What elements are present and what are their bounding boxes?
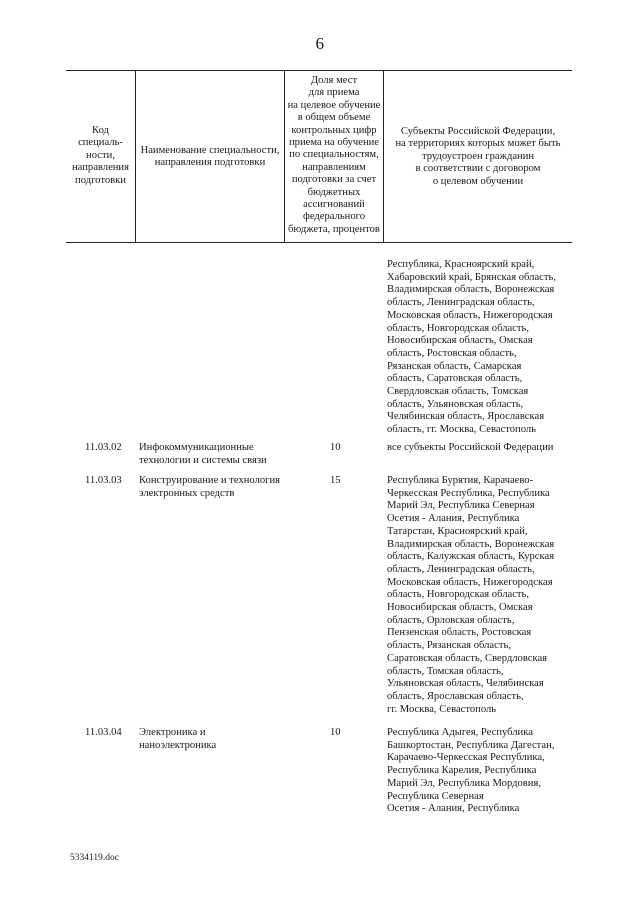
row-1-code: 11.03.02 — [85, 442, 122, 453]
header-name: Наименование специальности, направления подготовки — [140, 145, 280, 169]
row-2-name: Конструирование и технология электронных средств — [139, 475, 281, 499]
footer-doc-id: 5334119.doc — [70, 853, 119, 863]
row-2-regions: Республика Бурятия, Карачаево- Черкесская Республика, Республика Марий Эл, Республика Северная Осетия - Алания, Республика Татарстан, Красноярский край, Владимирская область, Воронежская область, Калужская область, Курская область, Ленинградская область, Московская область, Нижегородская область, Новгородская область, Новосибирская область, Омская область, Орловская область, Пензенская область, Ростовская область, Рязанская область, Саратовская область, Свердловская область, Томская область, Ульяновская область, Челябинская область, Ярославская область, гг. Москва, Севастополь — [387, 475, 555, 715]
row-1-regions: все субъекты Российской Федерации — [387, 442, 554, 453]
row-0-regions: Республика, Красноярский край, Хабаровский край, Брянская область, Владимирская область, Воронежская область, Ленинградская область, Московская область, Нижегородская область, Новгородская область, Новосибирская область, Омская область, Ростовская область, Рязанская область, Самарская область, Саратовская область, Свердловская область, Томская область, Ульяновская область, Челябинская область, Ярославская область, гг. Москва, Севастополь — [387, 259, 556, 436]
row-3-share: 10 — [330, 727, 341, 738]
row-3-name: Электроника и наноэлектроника — [139, 727, 217, 751]
row-2-code: 11.03.03 — [85, 475, 122, 486]
row-2-share: 15 — [330, 475, 341, 486]
table-header-bottom-rule — [66, 242, 572, 243]
row-3-code: 11.03.04 — [85, 727, 122, 738]
header-share: Доля мест для приема на целевое обучение в общем объеме контрольных цифр приема на обучение по специальностям, направлениям подготовки за счет бюджетных ассигнований федерального бюджета, процентов — [287, 75, 381, 235]
row-1-share: 10 — [330, 442, 341, 453]
row-1-name: Инфокоммуникационные технологии и системы связи — [139, 442, 267, 466]
header-code: Код специаль- ности, направления подготовки — [72, 125, 129, 186]
page-number: 6 — [315, 34, 325, 53]
row-3-regions: Республика Адыгея, Республика Башкортостан, Республика Дагестан, Карачаево-Черкесская Республика, Республика Карелия, Республика Марий Эл, Республика Мордовия, Республика Северная Осетия - Алания, Республика — [387, 727, 555, 815]
table-top-rule — [66, 70, 572, 71]
header-regions: Субъекты Российской Федерации, на территориях которых может быть трудоустроен гражданин в соответствии с договором о целевом обучении — [395, 126, 561, 187]
